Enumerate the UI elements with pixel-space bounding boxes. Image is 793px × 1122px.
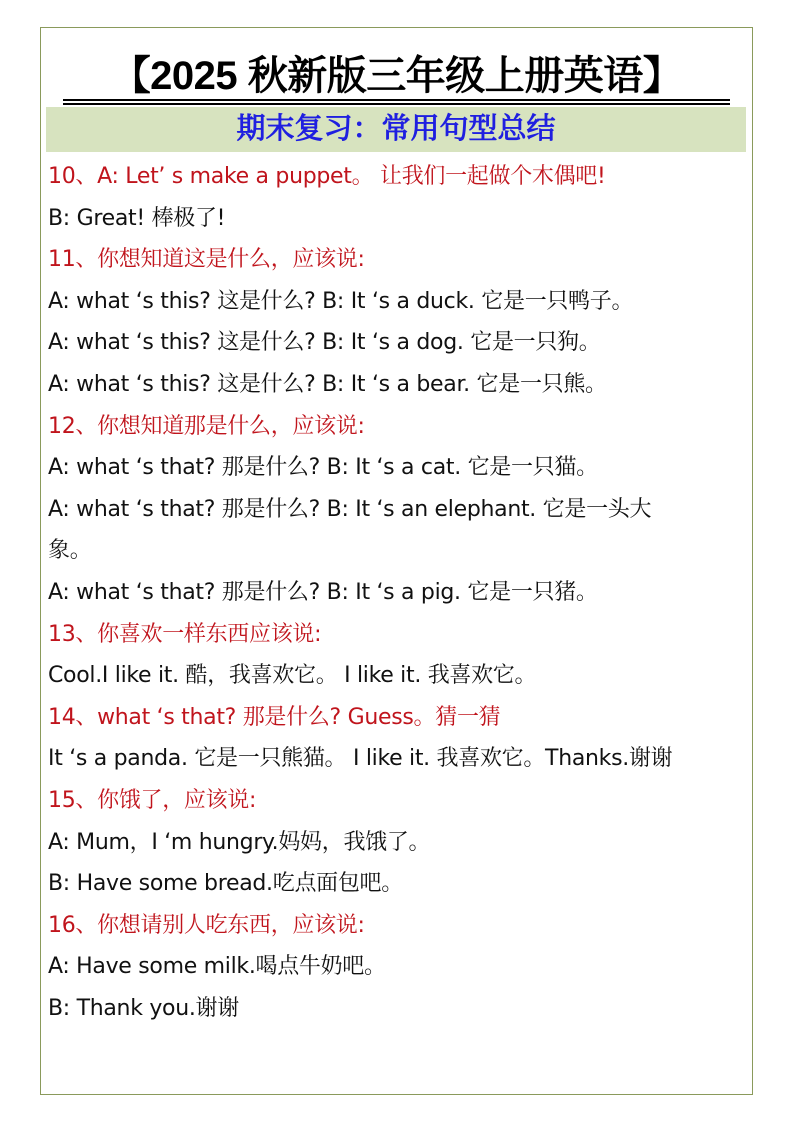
sentence-line: Cool.I like it. 酷，我喜欢它。 I like it. 我喜欢它。 bbox=[48, 663, 537, 689]
sentence-line: A: what ‘s this? 这是什么? B: It ‘s a duck. 它是一只鸭子。 bbox=[48, 288, 634, 314]
sentence-list bbox=[48, 156, 748, 1029]
sentence-line: B: Have some bread.吃点面包吧。 bbox=[48, 871, 403, 897]
section-heading-16: 16、你想请别人吃东西，应该说: bbox=[48, 912, 365, 938]
section-heading-11: 11、你想知道这是什么，应该说: bbox=[48, 247, 365, 273]
section-heading-12: 12、你想知道那是什么，应该说: bbox=[48, 413, 365, 439]
sentence-line: A: what ‘s this? 这是什么? B: It ‘s a dog. 它是一只狗。 bbox=[48, 330, 601, 356]
section-heading-13: 13、你喜欢一样东西应该说: bbox=[48, 621, 322, 647]
sentence-line: A: Have some milk.喝点牛奶吧。 bbox=[48, 954, 386, 980]
sentence-line: A: what ‘s that? 那是什么? B: It ‘s an elephant. 它是一头大 bbox=[48, 496, 652, 522]
sentence-line: B: Thank you.谢谢 bbox=[48, 995, 239, 1021]
title-underline-top bbox=[63, 99, 730, 101]
sentence-line: A: what ‘s that? 那是什么? B: It ‘s a pig. 它是一只猪。 bbox=[48, 579, 598, 605]
section-heading-10: 10、A: Let’ s make a puppet。 让我们一起做个木偶吧! bbox=[48, 164, 606, 189]
sentence-line: A: what ‘s this? 这是什么? B: It ‘s a bear. 它是一只熊。 bbox=[48, 371, 607, 397]
sentence-line: B: Great! 棒极了! bbox=[48, 205, 226, 231]
section-heading-14: 14、what ‘s that? 那是什么? Guess。猜一猜 bbox=[48, 704, 501, 730]
subtitle: 期末复习：常用句型总结 bbox=[236, 113, 556, 145]
sentence-line: A: Mum，I ‘m hungry.妈妈，我饿了。 bbox=[48, 829, 431, 855]
title-underline-bottom bbox=[63, 103, 730, 105]
sentence-line: A: what ‘s that? 那是什么? B: It ‘s a cat. 它是一只猫。 bbox=[48, 455, 598, 481]
sentence-line-continuation: 象。 bbox=[48, 538, 92, 564]
page-title: 【2025 秋新版三年级上册英语】 bbox=[110, 54, 683, 98]
section-heading-15: 15、你饿了，应该说: bbox=[48, 787, 257, 813]
sentence-line: It ‘s a panda. 它是一只熊猫。 I like it. 我喜欢它。Thanks.谢谢 bbox=[48, 746, 673, 772]
